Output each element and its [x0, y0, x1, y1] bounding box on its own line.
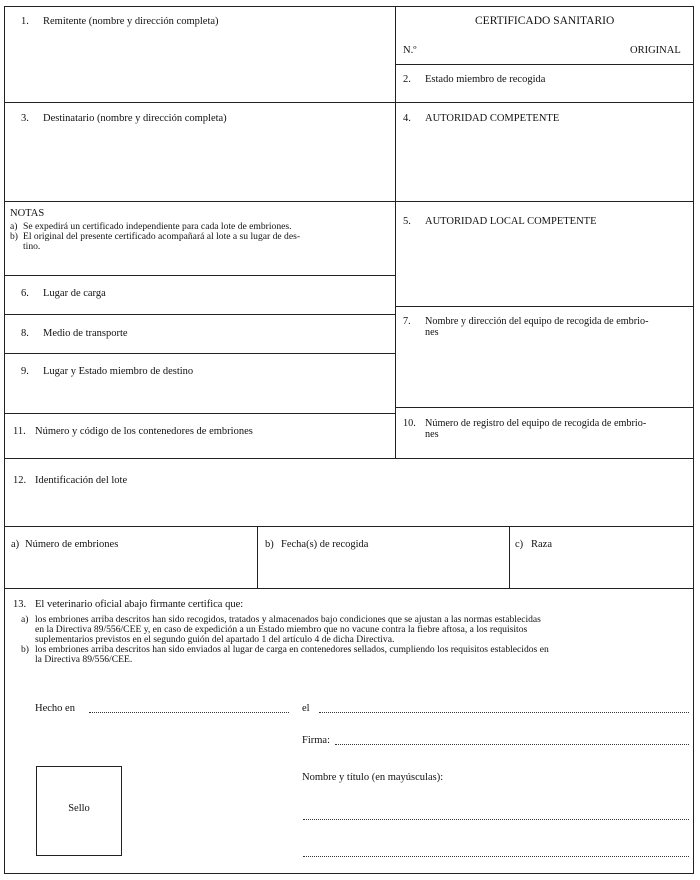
box-3-label: Destinatario (nombre y dirección completa)	[43, 113, 227, 124]
box-8-means-of-transport[interactable]	[5, 314, 396, 354]
box-12b-label: Fecha(s) de recogida	[281, 539, 369, 550]
box-3-number: 3.	[21, 113, 29, 124]
note-a: Se expedirá un certificado independiente para cada lote de embriones.	[23, 221, 292, 232]
box-13-number: 13.	[13, 599, 27, 610]
certificate-number-label: N.º	[403, 45, 417, 56]
firma-label: Firma:	[302, 735, 330, 746]
box-8-label: Medio de transporte	[43, 328, 128, 339]
name-title-field-1[interactable]	[303, 819, 689, 820]
box-12-lot-identification[interactable]	[5, 458, 693, 527]
box-5-number: 5.	[403, 216, 411, 227]
box-9-number: 9.	[21, 366, 29, 377]
box-12-number: 12.	[13, 475, 27, 486]
date-field[interactable]	[319, 712, 689, 713]
box-9-label: Lugar y Estado miembro de destino	[43, 366, 194, 377]
box-10-label-cont: nes	[425, 429, 439, 440]
cert-a-line3: suplementarios previstos en el segundo guión del apartado 1 del artículo 4 de dicha Directiva.	[35, 634, 395, 645]
box-2-number: 2.	[403, 74, 411, 85]
seal-label: Sello	[68, 803, 90, 814]
box-12-label: Identificación del lote	[35, 475, 128, 486]
box-12c-mark: c)	[515, 539, 524, 550]
box-1-sender[interactable]	[5, 7, 396, 102]
box-13-intro: El veterinario oficial abajo firmante certifica que:	[35, 599, 244, 610]
cert-b-mark: b)	[21, 644, 29, 655]
box-4-label: AUTORIDAD COMPETENTE	[425, 113, 560, 124]
name-title-label: Nombre y título (en mayúsculas):	[302, 772, 444, 783]
box-2-label: Estado miembro de recogida	[425, 74, 546, 85]
signature-field[interactable]	[335, 744, 689, 745]
box-12a-label: Número de embriones	[25, 539, 119, 550]
box-10-number: 10.	[403, 418, 416, 429]
box-4-competent-authority[interactable]	[395, 102, 693, 202]
box-12b-mark: b)	[265, 539, 274, 550]
box-6-label: Lugar de carga	[43, 288, 106, 299]
box-9-destination[interactable]	[5, 353, 396, 414]
box-4-number: 4.	[403, 113, 411, 124]
box-6-place-of-loading[interactable]	[5, 275, 396, 315]
box-2-member-state-collection[interactable]	[395, 64, 693, 102]
box-8-number: 8.	[21, 328, 29, 339]
box-11-containers[interactable]	[5, 413, 396, 459]
box-11-label: Número y código de los contenedores de embriones	[35, 426, 253, 437]
box-12c-label: Raza	[531, 539, 552, 550]
name-title-field-2[interactable]	[303, 856, 689, 857]
cert-b-line2: la Directiva 89/556/CEE.	[35, 654, 133, 665]
box-6-number: 6.	[21, 288, 29, 299]
cert-a-line1: los embriones arriba descritos han sido recogidos, tratados y almacenados bajo condiciones que se ajustan a las normas establecidas	[35, 614, 541, 625]
box-1-label: Remitente (nombre y dirección completa)	[43, 16, 219, 27]
box-7-number: 7.	[403, 316, 411, 327]
note-b-mark: b)	[10, 231, 18, 242]
box-12c-breed[interactable]	[509, 526, 693, 589]
note-b-line2: tino.	[23, 241, 41, 252]
cert-a-line2: en la Directiva 89/556/CEE y, en caso de expedición a un Estado miembro que no vacune contra la fiebre aftosa, a los requisitos	[35, 624, 528, 635]
box-10-label: Número de registro del equipo de recogida de embrio-	[425, 418, 647, 429]
box-12a-mark: a)	[11, 539, 20, 550]
note-a-mark: a)	[10, 221, 18, 232]
box-3-consignee[interactable]	[5, 102, 396, 202]
box-7-collection-team[interactable]	[395, 306, 693, 408]
box-13-certification	[5, 588, 693, 873]
seal-box	[36, 766, 122, 856]
box-10-team-registration[interactable]	[395, 407, 693, 459]
certificate-header-box	[395, 7, 693, 65]
notes-box	[5, 201, 396, 275]
cert-b-line1: los embriones arriba descritos han sido enviados al lugar de carga en contenedores sellados, cumpliendo los requisitos establecidos en	[35, 644, 549, 655]
box-12b-collection-dates[interactable]	[257, 526, 510, 589]
box-11-number: 11.	[13, 426, 26, 437]
notes-title: NOTAS	[10, 208, 45, 219]
box-5-local-competent-authority[interactable]	[395, 201, 693, 307]
box-12a-embryo-count[interactable]	[5, 526, 258, 589]
box-1-number: 1.	[21, 16, 29, 27]
box-7-label: Nombre y dirección del equipo de recogida de embrio-	[425, 316, 649, 327]
health-certificate-form	[4, 6, 694, 874]
box-7-label-cont: nes	[425, 327, 439, 338]
hecho-en-label: Hecho en	[35, 703, 75, 714]
hecho-en-field[interactable]	[89, 712, 289, 713]
certificate-title: CERTIFICADO SANITARIO	[475, 15, 615, 27]
cert-a-mark: a)	[21, 614, 29, 625]
note-b-line1: El original del presente certificado acompañará al lote a su lugar de des-	[23, 231, 301, 242]
original-label: ORIGINAL	[630, 45, 681, 56]
box-5-label: AUTORIDAD LOCAL COMPETENTE	[425, 216, 597, 227]
el-label: el	[302, 703, 310, 714]
